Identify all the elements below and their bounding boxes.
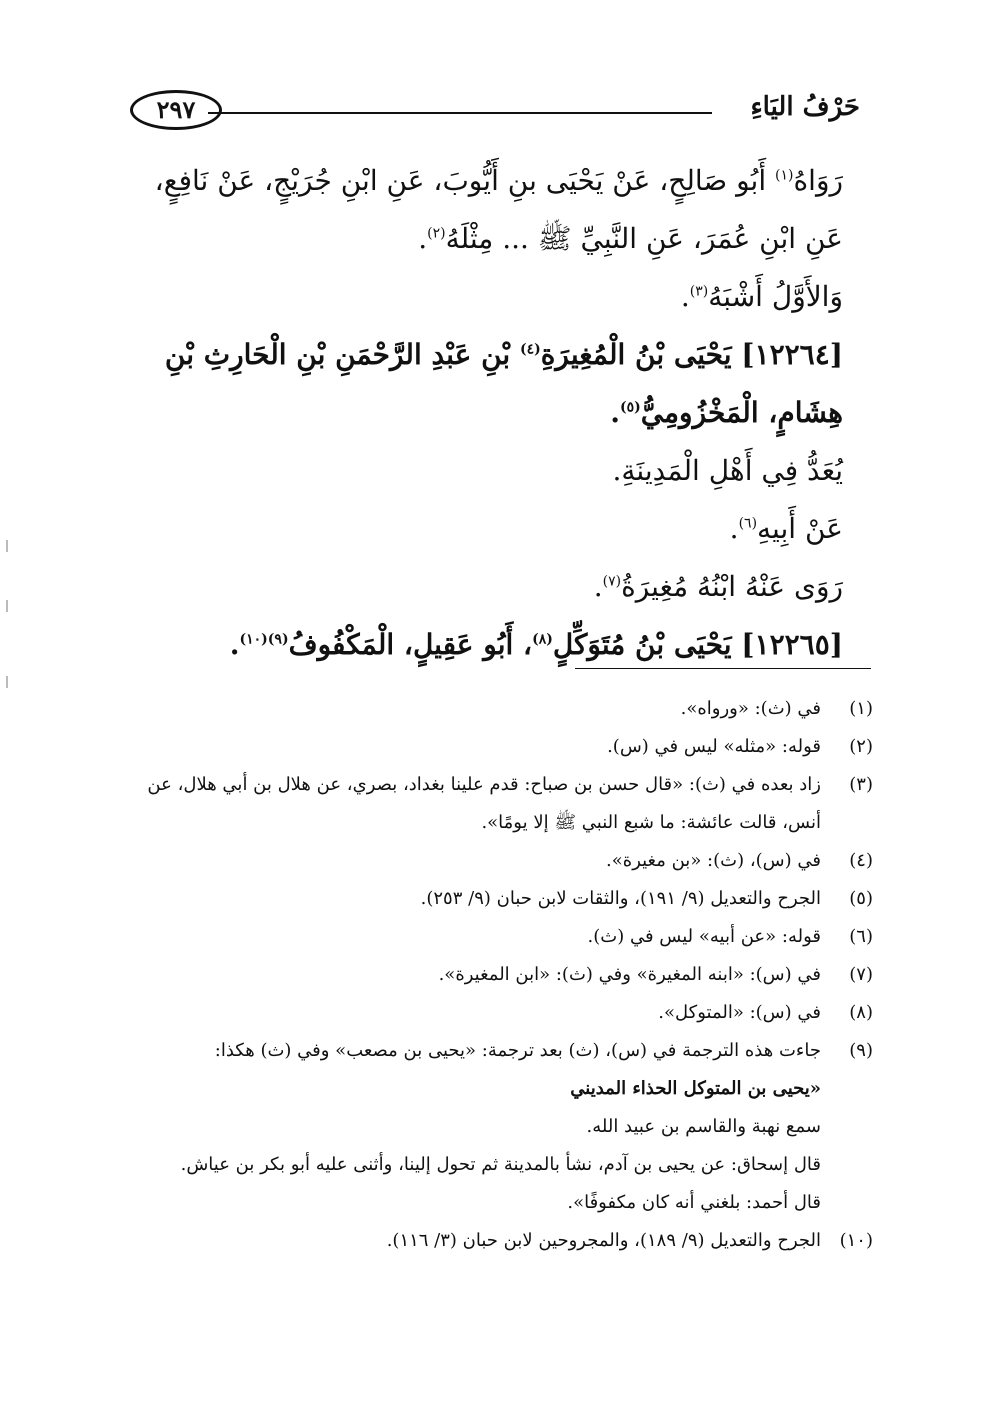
line-yuadd: يُعَدُّ فِي أَهْلِ الْمَدِينَةِ. bbox=[612, 454, 843, 487]
line-an-abihi: عَنْ أَبِيهِ$^{(٦)}$. bbox=[729, 512, 843, 545]
footnote-ref[interactable]: (٨) bbox=[532, 631, 553, 648]
footnote-9-line: قال إسحاق: عن يحيى بن آدم، نشأ بالمدينة ثم تحول إلينا، وأثنى عليه أبو بكر بن عياش. bbox=[180, 1154, 821, 1175]
footnote-8: (٨) في (س): «المتوكل». bbox=[658, 1002, 873, 1023]
footnotes bbox=[115, 690, 873, 1260]
entry-12264: [١٢٢٦٤] يَحْيَى بْنُ الْمُغِيرَةِ$^{(٤)}$ بْنِ عَبْدِ الرَّحْمَنِ بْنِ الْحَارِثِ بْنِ هِشَامٍ، الْمَخْزُومِيُّ$^{(٥)}$. bbox=[164, 338, 843, 429]
footnote-4: (٤) في (س)، (ث): «بن مغيرة». bbox=[606, 850, 873, 871]
footnote-ref[interactable]: (٦) bbox=[738, 515, 758, 532]
footnote-ref[interactable]: (٣) bbox=[689, 283, 709, 300]
footnote-9-line: قال أحمد: بلغني أنه كان مكفوفًا». bbox=[567, 1192, 821, 1213]
footnote-5: (٥) الجرح والتعديل (٩/ ١٩١)، والثقات لابن حبان (٩/ ٢٥٣). bbox=[420, 888, 873, 909]
footnote-ref[interactable]: (٤) bbox=[519, 341, 541, 358]
footnote-ref[interactable]: (٧) bbox=[602, 573, 622, 590]
paragraph-riwaya: رَوَاهُ$^{(١)}$ أَبُو صَالِحٍ، عَنْ يَحْيَى بنِ أَيُّوبَ، عَنِ ابْنِ جُرَيْجٍ، عَنْ نَافِعٍ، عَنِ ابْنِ عُمَرَ، عَنِ النَّبِيِّ ﷺ ... مِثْلَهُ$^{(٢)}$. bbox=[154, 164, 843, 255]
footnote-ref[interactable]: (٩)(١٠) bbox=[239, 631, 289, 648]
footnote-separator bbox=[575, 668, 871, 669]
entry-12265: [١٢٢٦٥] يَحْيَى بْنُ مُتَوَكِّلٍ$^{(٨)}$، أَبُو عَقِيلٍ، الْمَكْفُوفُ$^{(٩)(١٠)}$. bbox=[229, 628, 843, 661]
line-rawa-anhu: رَوَى عَنْهُ ابْنُهُ مُغِيرَةُ$^{(٧)}$. bbox=[593, 570, 843, 603]
footnote-ref[interactable]: (١) bbox=[775, 167, 794, 184]
page-number-badge: ٢٩٧ bbox=[130, 90, 222, 130]
header-rule bbox=[208, 112, 712, 114]
footnote-9-line: سمع نهبة والقاسم بن عبيد الله. bbox=[586, 1116, 821, 1137]
footnote-9: (٩) جاءت هذه الترجمة في (س)، (ث) بعد ترجمة: «يحيى بن مصعب» وفي (ث) هكذا: bbox=[214, 1040, 873, 1061]
margin-mark bbox=[6, 540, 8, 552]
footnote-2: (٢) قوله: «مثله» ليس في (س). bbox=[607, 736, 873, 757]
footnote-6: (٦) قوله: «عن أبيه» ليس في (ث). bbox=[587, 926, 873, 947]
margin-mark bbox=[6, 600, 8, 612]
footnote-10: (١٠) الجرح والتعديل (٩/ ١٨٩)، والمجروحين لابن حبان (٣/ ١١٦). bbox=[386, 1230, 873, 1251]
running-title: حَرْفُ اليَاءِ bbox=[750, 92, 860, 122]
main-text bbox=[135, 152, 855, 674]
paragraph-ashbah: وَالأَوَّلُ أَشْبَهُ$^{(٣)}$. bbox=[680, 280, 843, 313]
footnote-ref[interactable]: (٥) bbox=[619, 399, 641, 416]
margin-mark bbox=[6, 676, 8, 688]
footnote-ref[interactable]: (٢) bbox=[427, 225, 446, 242]
footnote-3: (٣) زاد بعده في (ث): «قال حسن بن صباح: قدم علينا بغداد، بصري، عن هلال بن أبي هلال، عن أنس، قالت عائشة: ما شبع النبي ﷺ إلا يومًا». bbox=[147, 774, 873, 833]
footnote-7: (٧) في (س): «ابنه المغيرة» وفي (ث): «ابن المغيرة». bbox=[438, 964, 873, 985]
page-header bbox=[130, 88, 860, 134]
footnote-9-title: «يحيى بن المتوكل الحذاء المديني bbox=[570, 1078, 821, 1099]
footnote-1: (١) في (ث): «ورواه». bbox=[680, 698, 873, 719]
